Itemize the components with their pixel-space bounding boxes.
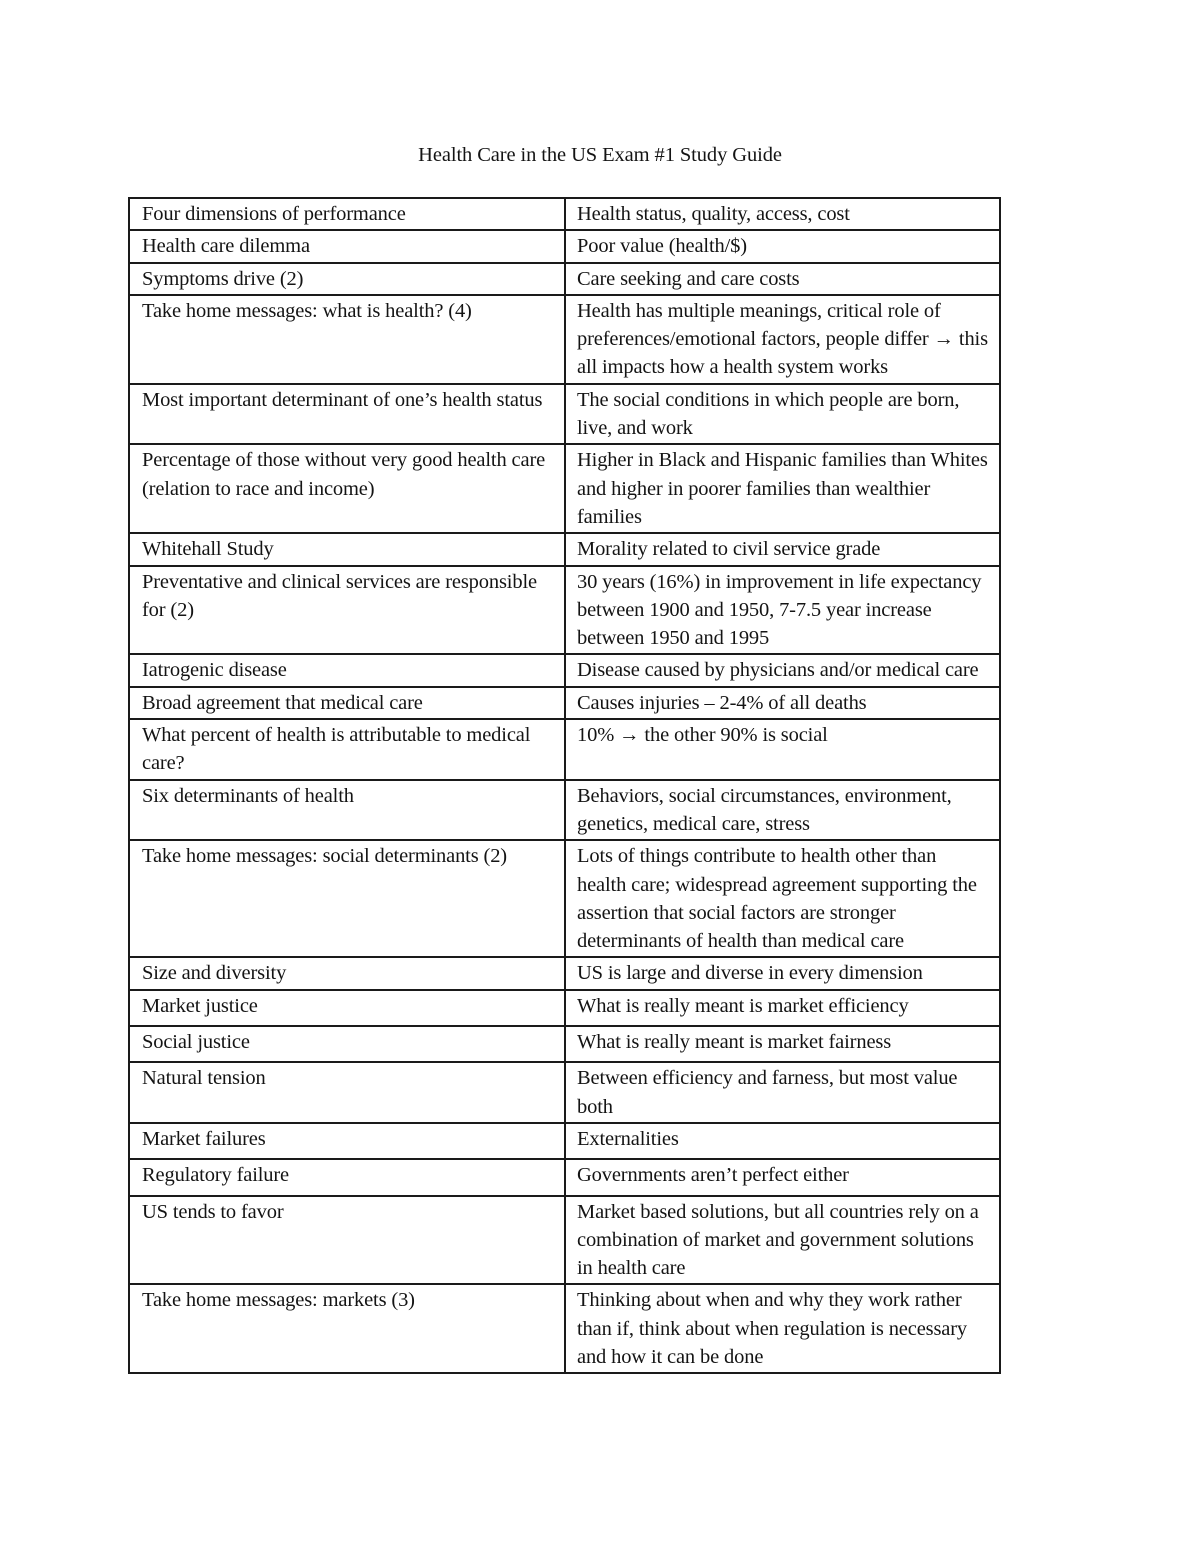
table-row: [129, 384, 1000, 445]
term-cell: Four dimensions of performance: [129, 198, 565, 230]
definition-cell: 10% → the other 90% is social: [565, 719, 1000, 780]
term-cell: Symptoms drive (2): [129, 263, 565, 295]
term-cell: Natural tension: [129, 1062, 565, 1123]
term-cell: Health care dilemma: [129, 230, 565, 262]
definition-cell: Health status, quality, access, cost: [565, 198, 1000, 230]
term-cell: Take home messages: what is health? (4): [129, 295, 565, 384]
term-cell: Market failures: [129, 1123, 565, 1159]
table-row: [129, 444, 1000, 533]
term-cell: Percentage of those without very good health care (relation to race and income): [129, 444, 565, 533]
table-row: [129, 1284, 1000, 1373]
term-cell: Take home messages: markets (3): [129, 1284, 565, 1373]
term-cell: US tends to favor: [129, 1196, 565, 1285]
table-row: [129, 687, 1000, 719]
table-row: [129, 840, 1000, 957]
table-row: [129, 1196, 1000, 1285]
term-cell: Take home messages: social determinants (2): [129, 840, 565, 957]
table-row: [129, 566, 1000, 655]
definition-cell: The social conditions in which people are born, live, and work: [565, 384, 1000, 445]
definition-cell: Higher in Black and Hispanic families than Whites and higher in poorer families than wealthier families: [565, 444, 1000, 533]
term-cell: Size and diversity: [129, 957, 565, 989]
table-row: [129, 957, 1000, 989]
definition-cell: Externalities: [565, 1123, 1000, 1159]
term-cell: Six determinants of health: [129, 780, 565, 841]
term-cell: What percent of health is attributable to medical care?: [129, 719, 565, 780]
table-row: [129, 1062, 1000, 1123]
term-cell: Iatrogenic disease: [129, 654, 565, 686]
term-cell: Regulatory failure: [129, 1159, 565, 1195]
definition-cell: Poor value (health/$): [565, 230, 1000, 262]
definition-cell: Care seeking and care costs: [565, 263, 1000, 295]
table-row: [129, 1123, 1000, 1159]
definition-cell: Disease caused by physicians and/or medical care: [565, 654, 1000, 686]
study-guide-table: [128, 197, 1001, 1374]
definition-cell: Health has multiple meanings, critical role of preferences/emotional factors, people differ → this all impacts how a health system works: [565, 295, 1000, 384]
definition-cell: Between efficiency and farness, but most value both: [565, 1062, 1000, 1123]
table-row: [129, 533, 1000, 565]
table-row: [129, 654, 1000, 686]
definition-cell: Lots of things contribute to health other than health care; widespread agreement supporting the assertion that social factors are stronger determinants of health than medical care: [565, 840, 1000, 957]
term-cell: Social justice: [129, 1026, 565, 1062]
table-row: [129, 1159, 1000, 1195]
table-row: [129, 780, 1000, 841]
table-row: [129, 990, 1000, 1026]
definition-cell: US is large and diverse in every dimension: [565, 957, 1000, 989]
definition-cell: Market based solutions, but all countries rely on a combination of market and government solutions in health care: [565, 1196, 1000, 1285]
table-row: [129, 263, 1000, 295]
table-row: [129, 719, 1000, 780]
definition-cell: Morality related to civil service grade: [565, 533, 1000, 565]
document-title: Health Care in the US Exam #1 Study Guide: [418, 144, 782, 166]
term-cell: Broad agreement that medical care: [129, 687, 565, 719]
term-cell: Market justice: [129, 990, 565, 1026]
definition-cell: Causes injuries – 2-4% of all deaths: [565, 687, 1000, 719]
definition-cell: 30 years (16%) in improvement in life expectancy between 1900 and 1950, 7-7.5 year increase between 1950 and 1995: [565, 566, 1000, 655]
definition-cell: What is really meant is market fairness: [565, 1026, 1000, 1062]
definition-cell: Behaviors, social circumstances, environment, genetics, medical care, stress: [565, 780, 1000, 841]
table-row: [129, 1026, 1000, 1062]
definition-cell: What is really meant is market efficiency: [565, 990, 1000, 1026]
term-cell: Whitehall Study: [129, 533, 565, 565]
table-row: [129, 295, 1000, 384]
table-row: [129, 230, 1000, 262]
term-cell: Preventative and clinical services are responsible for (2): [129, 566, 565, 655]
definition-cell: Thinking about when and why they work rather than if, think about when regulation is necessary and how it can be done: [565, 1284, 1000, 1373]
table-row: [129, 198, 1000, 230]
term-cell: Most important determinant of one’s health status: [129, 384, 565, 445]
definition-cell: Governments aren’t perfect either: [565, 1159, 1000, 1195]
